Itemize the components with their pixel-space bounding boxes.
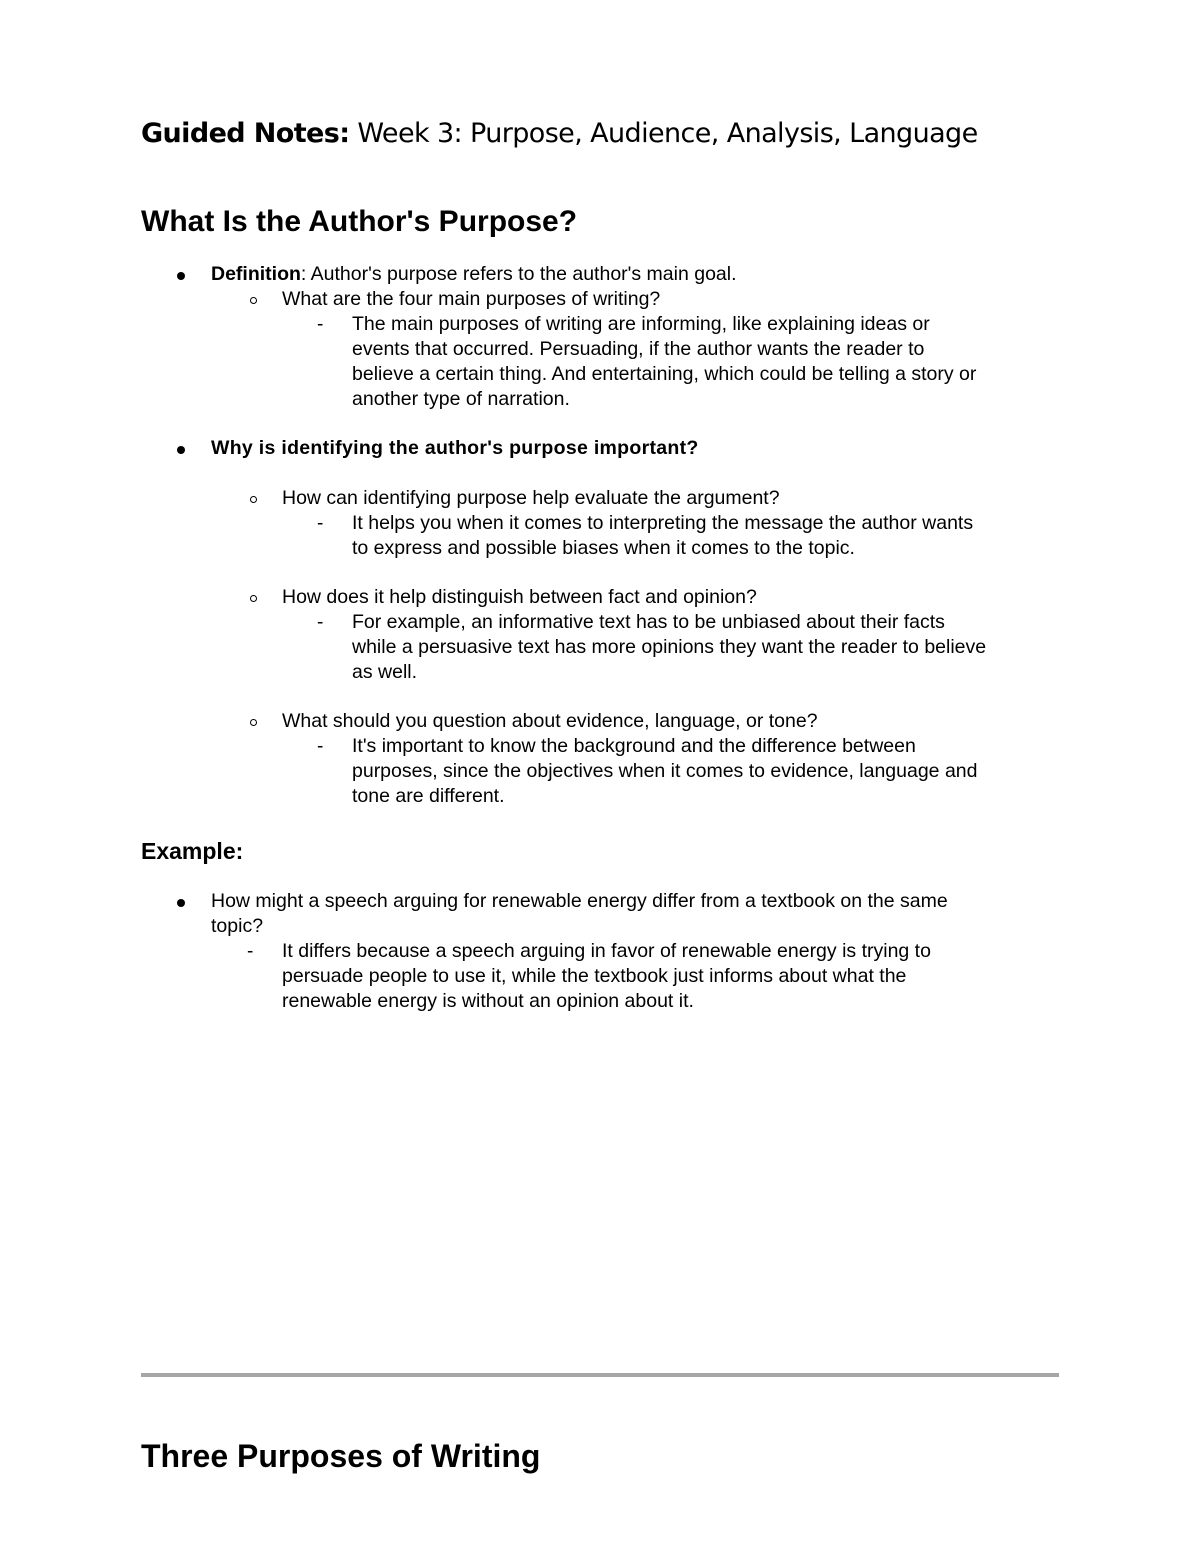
answer-line: believe a certain thing. And entertaining, which could be telling a story or	[352, 363, 977, 385]
question-evaluate-argument: How can identifying purpose help evaluate the argument?	[282, 487, 780, 509]
question-four-purposes: What are the four main purposes of writing?	[282, 288, 661, 310]
sub-bullet-icon	[250, 297, 257, 304]
answer-line: while a persuasive text has more opinions they want the reader to believe	[352, 636, 987, 658]
answer-line: It helps you when it comes to interpreting the message the author wants	[352, 512, 974, 534]
answer-line: another type of narration.	[352, 388, 570, 410]
sub-bullet-icon	[250, 719, 257, 726]
example-answer-line: renewable energy is without an opinion about it.	[282, 990, 694, 1012]
answer-line: tone are different.	[352, 785, 505, 807]
answer-line: to express and possible biases when it comes to the topic.	[352, 537, 855, 559]
bullet-icon	[177, 899, 185, 907]
dash-marker: -	[317, 314, 324, 335]
definition-text: : Author's purpose refers to the author's main goal.	[300, 263, 737, 285]
sub-bullet-icon	[250, 496, 257, 503]
definition-item	[211, 262, 737, 287]
section-heading-three-purposes: Three Purposes of Writing	[141, 1438, 541, 1474]
answer-line: It's important to know the background and the difference between	[352, 735, 916, 757]
document-title-label: Guided Notes:	[141, 118, 350, 149]
answer-line: purposes, since the objectives when it comes to evidence, language and	[352, 760, 978, 782]
bullet-icon	[177, 272, 185, 280]
sub-bullet-icon	[250, 595, 257, 602]
bullet-icon	[177, 446, 185, 454]
section-heading-authors-purpose: What Is the Author's Purpose?	[141, 205, 578, 238]
example-answer-line: It differs because a speech arguing in favor of renewable energy is trying to	[282, 940, 931, 962]
why-important-heading: Why is identifying the author's purpose important?	[211, 437, 699, 459]
example-answer-line: persuade people to use it, while the textbook just informs about what the	[282, 965, 907, 987]
question-fact-opinion: How does it help distinguish between fact and opinion?	[282, 586, 757, 608]
document-title-text: Week 3: Purpose, Audience, Analysis, Language	[349, 118, 978, 149]
answer-line: as well.	[352, 661, 418, 683]
example-heading: Example:	[141, 838, 244, 864]
question-evidence-tone: What should you question about evidence, language, or tone?	[282, 710, 818, 732]
dash-marker: -	[247, 941, 254, 962]
answer-line: The main purposes of writing are informing, like explaining ideas or	[352, 313, 930, 335]
answer-line: For example, an informative text has to be unbiased about their facts	[352, 611, 945, 633]
horizontal-divider	[141, 1373, 1059, 1377]
dash-marker: -	[317, 736, 324, 757]
example-question-line: How might a speech arguing for renewable energy differ from a textbook on the same	[211, 890, 948, 912]
document-title	[141, 118, 978, 149]
dash-marker: -	[317, 513, 324, 534]
answer-line: events that occurred. Persuading, if the author wants the reader to	[352, 338, 925, 360]
definition-label: Definition	[211, 263, 301, 285]
example-question-line: topic?	[211, 915, 264, 937]
dash-marker: -	[317, 612, 324, 633]
